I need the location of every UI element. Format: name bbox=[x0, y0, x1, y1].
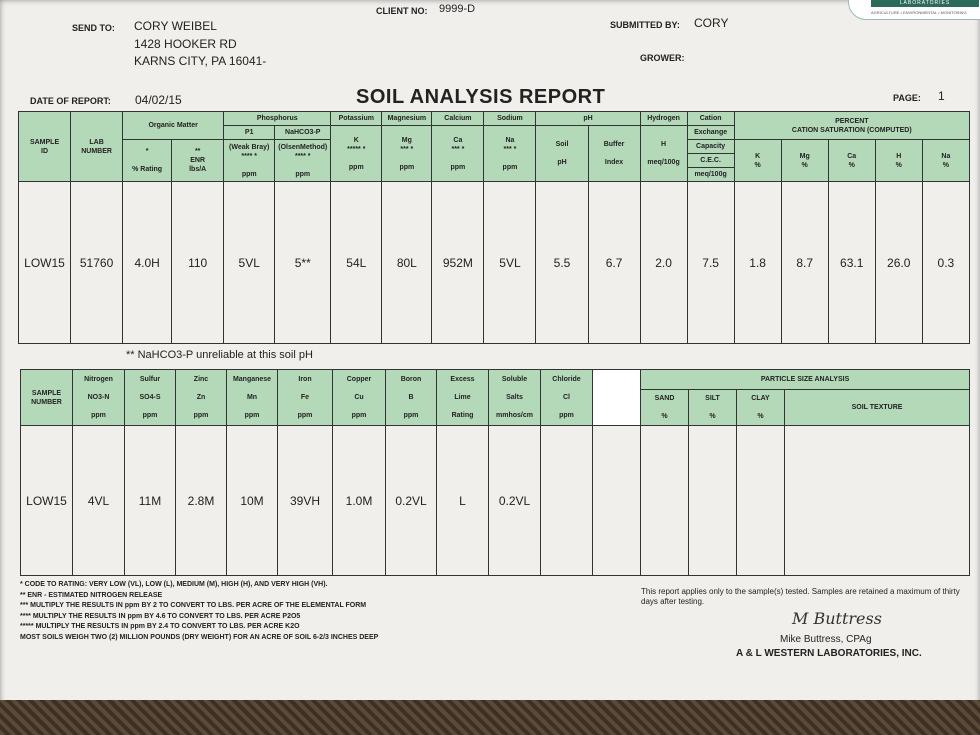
cell-enr: 110 bbox=[172, 182, 224, 344]
hdr-mg-pct: Mg % bbox=[781, 140, 828, 182]
hdr-soil-texture: SOIL TEXTURE bbox=[785, 390, 970, 426]
cell-manganese: 10M bbox=[227, 426, 278, 576]
cell-ca: 952M bbox=[432, 182, 484, 344]
date-label: DATE OF REPORT: bbox=[30, 96, 111, 106]
hdr-particle-size: PARTICLE SIZE ANALYSIS bbox=[641, 370, 970, 390]
hdr-p1: P1 bbox=[224, 126, 275, 140]
footnote: *** MULTIPLY THE RESULTS IN ppm BY 2 TO CONVERT TO LBS. PER ACRE OF THE ELEMENTAL FORM bbox=[20, 602, 367, 609]
cell-nitrogen: 4VL bbox=[73, 426, 125, 576]
hdr-p1-weak-bray: (Weak Bray) **** * ppm bbox=[224, 140, 275, 182]
cell-zinc: 2.8M bbox=[176, 426, 227, 576]
cell-copper: 1.0M bbox=[333, 426, 386, 576]
cell-soluble-salts: 0.2VL bbox=[489, 426, 541, 576]
hdr-ca: Ca *** * ppm bbox=[432, 126, 484, 182]
lab-name: A & L WESTERN LABORATORIES, INC. bbox=[736, 648, 922, 659]
hdr-soil-ph: Soil pH bbox=[536, 126, 588, 182]
page-number: 1 bbox=[938, 89, 945, 103]
cell-lab-number: 51760 bbox=[71, 182, 123, 344]
cell-sulfur: 11M bbox=[125, 426, 176, 576]
hdr-na-pct: Na % bbox=[922, 140, 969, 182]
soil-analysis-table bbox=[18, 111, 970, 344]
report-title: SOIL ANALYSIS REPORT bbox=[356, 86, 606, 108]
hdr-k-pct: K % bbox=[734, 140, 781, 182]
hdr-manganese: Manganese Mn ppm bbox=[227, 370, 278, 426]
cell-boron: 0.2VL bbox=[386, 426, 437, 576]
hdr-silt: SILT % bbox=[689, 390, 737, 426]
submitted-by: CORY bbox=[694, 16, 729, 30]
cell-soil-ph: 5.5 bbox=[536, 182, 588, 344]
hdr-buffer-index: Buffer Index bbox=[588, 126, 640, 182]
cell-h: 2.0 bbox=[640, 182, 687, 344]
lab-logo: LABORATORIES AGRICULTURE • ENVIRONMENTAL • MONITORING bbox=[848, 0, 980, 20]
cell-chloride bbox=[541, 426, 593, 576]
hdr-phosphorus: Phosphorus bbox=[224, 112, 331, 126]
hdr-zinc: Zinc Zn ppm bbox=[176, 370, 227, 426]
micronutrient-table bbox=[20, 369, 970, 576]
hdr-enr: ** ENR lbs/A bbox=[172, 140, 224, 182]
cell-cec: 7.5 bbox=[687, 182, 734, 344]
cell-k-pct: 1.8 bbox=[734, 182, 781, 344]
footnote: * CODE TO RATING: VERY LOW (VL), LOW (L), MEDIUM (M), HIGH (H), AND VERY HIGH (VH). bbox=[20, 581, 328, 588]
cell-excess-lime: L bbox=[437, 426, 489, 576]
hdr-mg: Mg *** * ppm bbox=[382, 126, 432, 182]
hdr-clay: CLAY % bbox=[737, 390, 785, 426]
cell-clay bbox=[737, 426, 785, 576]
submitted-by-label: SUBMITTED BY: bbox=[610, 20, 680, 30]
hdr-h-pct: H % bbox=[875, 140, 922, 182]
send-to-line-3: KARNS CITY, PA 16041- bbox=[134, 54, 267, 68]
hdr-lab-number: LAB NUMBER bbox=[71, 112, 123, 182]
hdr-sand: SAND % bbox=[641, 390, 689, 426]
cell-h-pct: 26.0 bbox=[875, 182, 922, 344]
hdr-percent-cation-saturation: PERCENT CATION SATURATION (COMPUTED) bbox=[734, 112, 969, 140]
hdr-sample-id: SAMPLE ID bbox=[19, 112, 71, 182]
hdr-capacity: Capacity bbox=[687, 140, 734, 154]
cell-na-pct: 0.3 bbox=[922, 182, 969, 344]
hdr-magnesium: Magnesium bbox=[382, 112, 432, 126]
hdr-ph: pH bbox=[536, 112, 640, 126]
cell-k: 54L bbox=[331, 182, 382, 344]
hdr-k: K ***** * ppm bbox=[331, 126, 382, 182]
hdr-olsen: (OlsenMethod) **** * ppm bbox=[275, 140, 331, 182]
cell-om-rating: 4.0H bbox=[123, 182, 172, 344]
hdr-calcium: Calcium bbox=[432, 112, 484, 126]
hdr-copper: Copper Cu ppm bbox=[333, 370, 386, 426]
signature: M Buttress bbox=[792, 609, 882, 628]
cell-sample-id: LOW15 bbox=[19, 182, 71, 344]
cell-mg: 80L bbox=[382, 182, 432, 344]
hdr-potassium: Potassium bbox=[331, 112, 382, 126]
table-row bbox=[19, 182, 970, 344]
hdr-sodium: Sodium bbox=[484, 112, 536, 126]
hdr-cec: C.E.C. bbox=[687, 154, 734, 168]
cell-p1: 5VL bbox=[224, 182, 275, 344]
footnote: MOST SOILS WEIGH TWO (2) MILLION POUNDS (DRY WEIGHT) FOR AN ACRE OF SOIL 6-2/3 INCHES DEEP bbox=[20, 633, 379, 641]
footnote: ** ENR - ESTIMATED NITROGEN RELEASE bbox=[20, 591, 163, 599]
page-label: PAGE: bbox=[893, 93, 921, 103]
cell-blank bbox=[593, 426, 641, 576]
hdr-blank bbox=[593, 370, 641, 426]
cell-mg-pct: 8.7 bbox=[781, 182, 828, 344]
hdr-chloride: Chloride Cl ppm bbox=[541, 370, 593, 426]
hdr-iron: Iron Fe ppm bbox=[278, 370, 333, 426]
hdr-nitrogen: Nitrogen NO3-N ppm bbox=[73, 370, 125, 426]
hdr-nahco3-p: NaHCO3-P bbox=[275, 126, 331, 140]
hdr-cec-unit: meq/100g bbox=[687, 168, 734, 182]
hdr-organic-matter: Organic Matter bbox=[123, 112, 224, 140]
hdr-h-meq: H meq/100g bbox=[640, 126, 687, 182]
table-row bbox=[21, 426, 970, 576]
client-no-label: CLIENT NO: bbox=[376, 6, 428, 16]
hdr-excess-lime: Excess Lime Rating bbox=[437, 370, 489, 426]
cell-sample-number: LOW15 bbox=[21, 426, 73, 576]
signer-name: Mike Buttress, CPAg bbox=[780, 634, 872, 645]
cell-silt bbox=[689, 426, 737, 576]
hdr-ca-pct: Ca % bbox=[828, 140, 875, 182]
send-to-label: SEND TO: bbox=[72, 23, 115, 33]
cell-nahco3-p: 5** bbox=[275, 182, 331, 344]
send-to-line-1: CORY WEIBEL bbox=[134, 19, 217, 33]
cell-na: 5VL bbox=[484, 182, 536, 344]
cell-iron: 39VH bbox=[278, 426, 333, 576]
hdr-hydrogen: Hydrogen bbox=[640, 112, 687, 126]
cell-ca-pct: 63.1 bbox=[828, 182, 875, 344]
send-to-line-2: 1428 HOOKER RD bbox=[134, 37, 237, 51]
hdr-cation: Cation bbox=[687, 112, 734, 126]
disclaimer: This report applies only to the sample(s) tested. Samples are retained a maximum of thirty days after testing. bbox=[641, 587, 960, 606]
cell-soil-texture bbox=[785, 426, 970, 576]
hdr-na: Na *** * ppm bbox=[484, 126, 536, 182]
hdr-exchange: Exchange bbox=[687, 126, 734, 140]
footnote: ***** MULTIPLY THE RESULTS IN ppm BY 2.4 TO CONVERT TO LBS. PER ACRE K2O bbox=[20, 623, 300, 630]
client-no: 9999-D bbox=[439, 3, 476, 15]
report-date: 04/02/15 bbox=[135, 93, 182, 107]
footnotes bbox=[20, 580, 378, 643]
nahco3-note: ** NaHCO3-P unreliable at this soil pH bbox=[126, 349, 313, 361]
cell-sand bbox=[641, 426, 689, 576]
grower-label: GROWER: bbox=[640, 53, 685, 63]
hdr-sulfur: Sulfur SO4-S ppm bbox=[125, 370, 176, 426]
hdr-boron: Boron B ppm bbox=[386, 370, 437, 426]
footnote: **** MULTIPLY THE RESULTS IN ppm BY 4.6 TO CONVERT TO LBS. PER ACRE P2O5 bbox=[20, 612, 301, 620]
carpet-background bbox=[0, 700, 980, 735]
cell-buffer-index: 6.7 bbox=[588, 182, 640, 344]
hdr-om-rating: * % Rating bbox=[123, 140, 172, 182]
hdr-sample-number: SAMPLE NUMBER bbox=[21, 370, 73, 426]
hdr-soluble-salts: Soluble Salts mmhos/cm bbox=[489, 370, 541, 426]
